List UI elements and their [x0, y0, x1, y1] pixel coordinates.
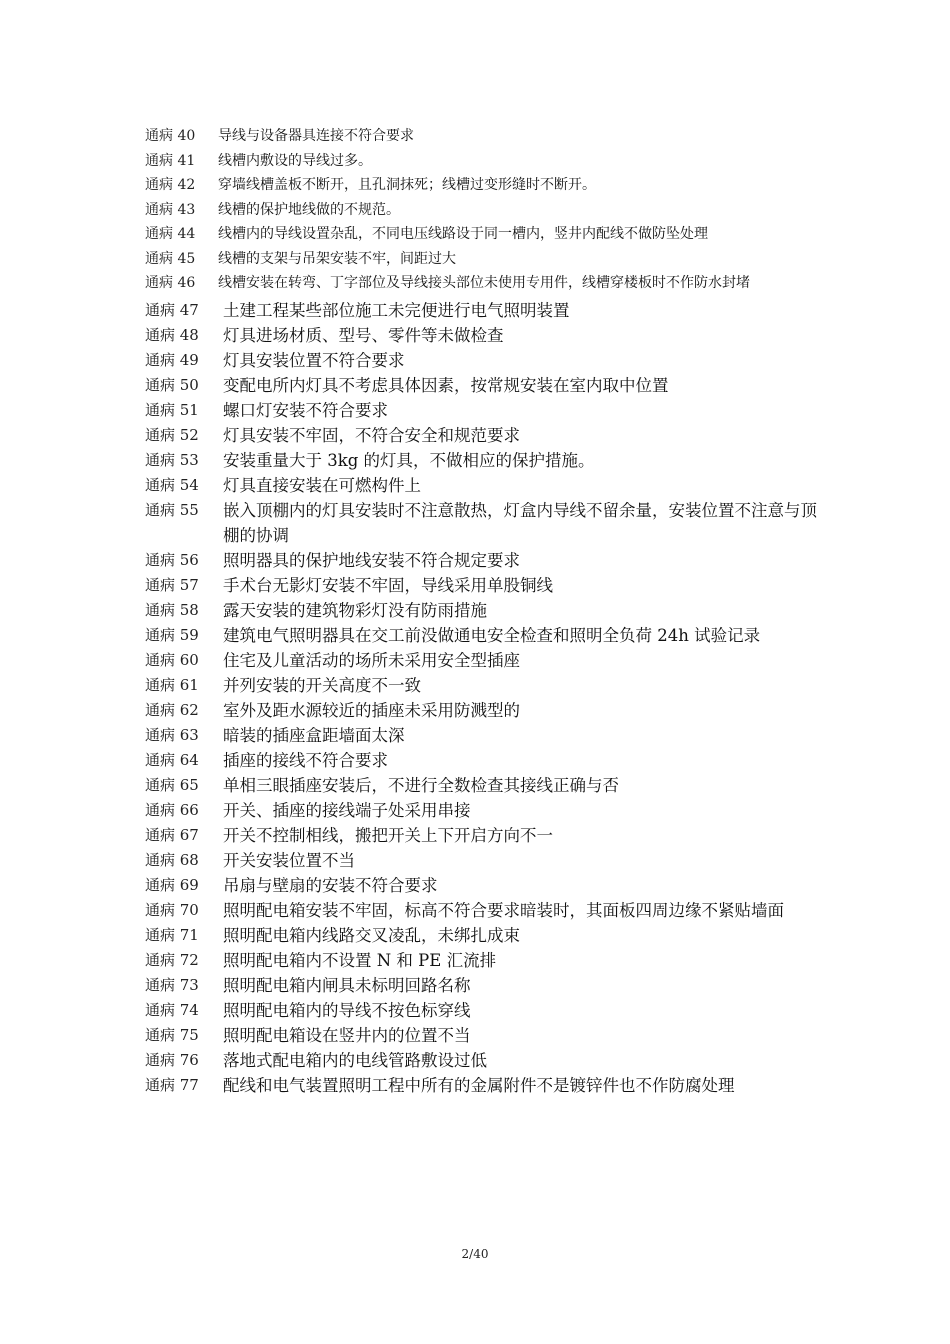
item-text: 照明配电箱内不设置 N 和 PE 汇流排 — [223, 950, 497, 970]
list-item — [145, 373, 825, 398]
item-number: 通病 69 — [145, 875, 199, 894]
item-number: 通病 61 — [145, 675, 199, 694]
list-item — [145, 848, 825, 873]
item-text: 线槽的保护地线做的不规范。 — [218, 201, 400, 218]
item-number: 通病 43 — [145, 201, 196, 218]
item-number: 通病 49 — [145, 350, 199, 369]
item-text: 穿墙线槽盖板不断开，且孔洞抹死；线槽过变形缝时不断开。 — [218, 177, 596, 193]
item-text: 开关、插座的接线端子处采用串接 — [223, 800, 471, 820]
list-item — [145, 323, 825, 348]
list-item — [145, 623, 825, 648]
item-text: 线槽的支架与吊架安装不牢，间距过大 — [218, 250, 456, 267]
item-number: 通病 55 — [145, 500, 199, 519]
item-number: 通病 65 — [145, 775, 199, 794]
page-number: 2/40 — [461, 1247, 489, 1261]
list-item — [145, 448, 825, 473]
list-item — [145, 175, 825, 200]
item-number: 通病 68 — [145, 850, 199, 869]
item-number: 通病 47 — [145, 300, 199, 319]
item-text: 线槽内敷设的导线过多。 — [218, 152, 372, 169]
list-item — [145, 898, 825, 923]
list-item — [145, 598, 825, 623]
item-text: 并列安装的开关高度不一致 — [223, 675, 421, 695]
list-item — [145, 398, 825, 423]
item-text: 手术台无影灯安装不牢固，导线采用单股铜线 — [223, 575, 553, 595]
defect-list-block-1 — [145, 126, 825, 298]
item-number: 通病 76 — [145, 1050, 199, 1069]
item-text: 露天安装的建筑物彩灯没有防雨措施 — [223, 600, 487, 620]
list-item — [145, 126, 825, 151]
item-text: 照明配电箱内线路交叉凌乱，未绑扎成束 — [223, 925, 520, 945]
item-number: 通病 77 — [145, 1075, 199, 1094]
item-text: 灯具安装位置不符合要求 — [223, 350, 405, 370]
item-text: 线槽安装在转弯、丁字部位及导线接头部位未使用专用件，线槽穿楼板时不作防水封堵 — [218, 275, 750, 291]
item-number: 通病 45 — [145, 250, 196, 267]
list-item — [145, 348, 825, 373]
item-number: 通病 71 — [145, 925, 199, 944]
list-item — [145, 773, 825, 798]
item-number: 通病 42 — [145, 177, 196, 193]
list-item — [145, 298, 825, 323]
list-item — [145, 973, 825, 998]
item-number: 通病 41 — [145, 152, 196, 169]
list-item — [145, 423, 825, 448]
list-item — [145, 698, 825, 723]
item-text: 暗装的插座盒距墙面太深 — [223, 725, 405, 745]
list-item — [145, 1023, 825, 1048]
item-text: 吊扇与壁扇的安装不符合要求 — [223, 875, 438, 895]
item-number: 通病 58 — [145, 600, 199, 619]
item-number: 通病 67 — [145, 825, 199, 844]
item-number: 通病 72 — [145, 950, 199, 969]
list-item — [145, 548, 825, 573]
item-number: 通病 54 — [145, 475, 199, 494]
defect-list — [145, 126, 825, 1098]
item-number: 通病 52 — [145, 425, 199, 444]
item-number: 通病 73 — [145, 975, 199, 994]
item-text: 灯具进场材质、型号、零件等未做检查 — [223, 325, 504, 345]
item-text: 照明配电箱安装不牢固，标高不符合要求暗装时，其面板四周边缘不紧贴墙面 — [223, 900, 784, 920]
item-number: 通病 62 — [145, 700, 199, 719]
item-text: 插座的接线不符合要求 — [223, 750, 388, 770]
item-number: 通病 48 — [145, 325, 199, 344]
item-text: 灯具安装不牢固，不符合安全和规范要求 — [223, 425, 520, 445]
list-item — [145, 648, 825, 673]
list-item — [145, 273, 825, 298]
item-text: 照明配电箱内闸具未标明回路名称 — [223, 975, 471, 995]
item-text: 变配电所内灯具不考虑具体因素，按常规安装在室内取中位置 — [223, 375, 669, 395]
list-item — [145, 673, 825, 698]
item-text: 土建工程某些部位施工未完便进行电气照明装置 — [223, 300, 570, 320]
item-text: 照明配电箱内的导线不按色标穿线 — [223, 1000, 471, 1020]
item-number: 通病 70 — [145, 900, 199, 919]
item-text: 嵌入顶棚内的灯具安装时不注意散热，灯盒内导线不留余量，安装位置不注意与顶棚的协调 — [223, 500, 817, 545]
item-text: 线槽内的导线设置杂乱，不同电压线路设于同一槽内，竖井内配线不做防坠处理 — [218, 226, 708, 242]
item-text: 安装重量大于 3kg 的灯具，不做相应的保护措施。 — [223, 450, 595, 470]
list-item — [145, 823, 825, 848]
item-number: 通病 44 — [145, 226, 196, 242]
item-text: 照明器具的保护地线安装不符合规定要求 — [223, 550, 520, 570]
item-text: 导线与设备器具连接不符合要求 — [218, 128, 414, 144]
list-item — [145, 873, 825, 898]
item-number: 通病 66 — [145, 800, 199, 819]
item-number: 通病 46 — [145, 275, 196, 291]
item-text: 配线和电气装置照明工程中所有的金属附件不是镀锌件也不作防腐处理 — [223, 1075, 735, 1095]
item-text: 照明配电箱设在竖井内的位置不当 — [223, 1025, 471, 1045]
item-text: 落地式配电箱内的电线管路敷设过低 — [223, 1050, 487, 1070]
item-number: 通病 64 — [145, 750, 199, 769]
item-number: 通病 74 — [145, 1000, 199, 1019]
item-text: 住宅及儿童活动的场所未采用安全型插座 — [223, 650, 520, 670]
list-item — [145, 498, 825, 548]
item-text: 开关安装位置不当 — [223, 850, 355, 870]
item-number: 通病 59 — [145, 625, 199, 644]
list-item — [145, 249, 825, 274]
item-text: 建筑电气照明器具在交工前没做通电安全检查和照明全负荷 24h 试验记录 — [223, 625, 761, 645]
item-text: 开关不控制相线，搬把开关上下开启方向不一 — [223, 825, 553, 845]
list-item — [145, 998, 825, 1023]
item-text: 单相三眼插座安装后，不进行全数检查其接线正确与否 — [223, 775, 619, 795]
list-item — [145, 224, 825, 249]
defect-list-block-2 — [145, 298, 825, 1098]
list-item — [145, 573, 825, 598]
item-text: 螺口灯安装不符合要求 — [223, 400, 388, 420]
item-number: 通病 60 — [145, 650, 199, 669]
item-number: 通病 51 — [145, 400, 199, 419]
list-item — [145, 798, 825, 823]
item-number: 通病 40 — [145, 128, 196, 144]
item-number: 通病 63 — [145, 725, 199, 744]
item-text: 室外及距水源较近的插座未采用防溅型的 — [223, 700, 520, 720]
list-item — [145, 748, 825, 773]
item-number: 通病 56 — [145, 550, 199, 569]
list-item — [145, 948, 825, 973]
item-number: 通病 53 — [145, 450, 199, 469]
item-number: 通病 50 — [145, 375, 199, 394]
item-number: 通病 75 — [145, 1025, 199, 1044]
item-number: 通病 57 — [145, 575, 199, 594]
list-item — [145, 923, 825, 948]
list-item — [145, 1073, 825, 1098]
item-text: 灯具直接安装在可燃构件上 — [223, 475, 421, 495]
list-item — [145, 200, 825, 225]
list-item — [145, 1048, 825, 1073]
list-item — [145, 723, 825, 748]
list-item — [145, 473, 825, 498]
list-item — [145, 151, 825, 176]
